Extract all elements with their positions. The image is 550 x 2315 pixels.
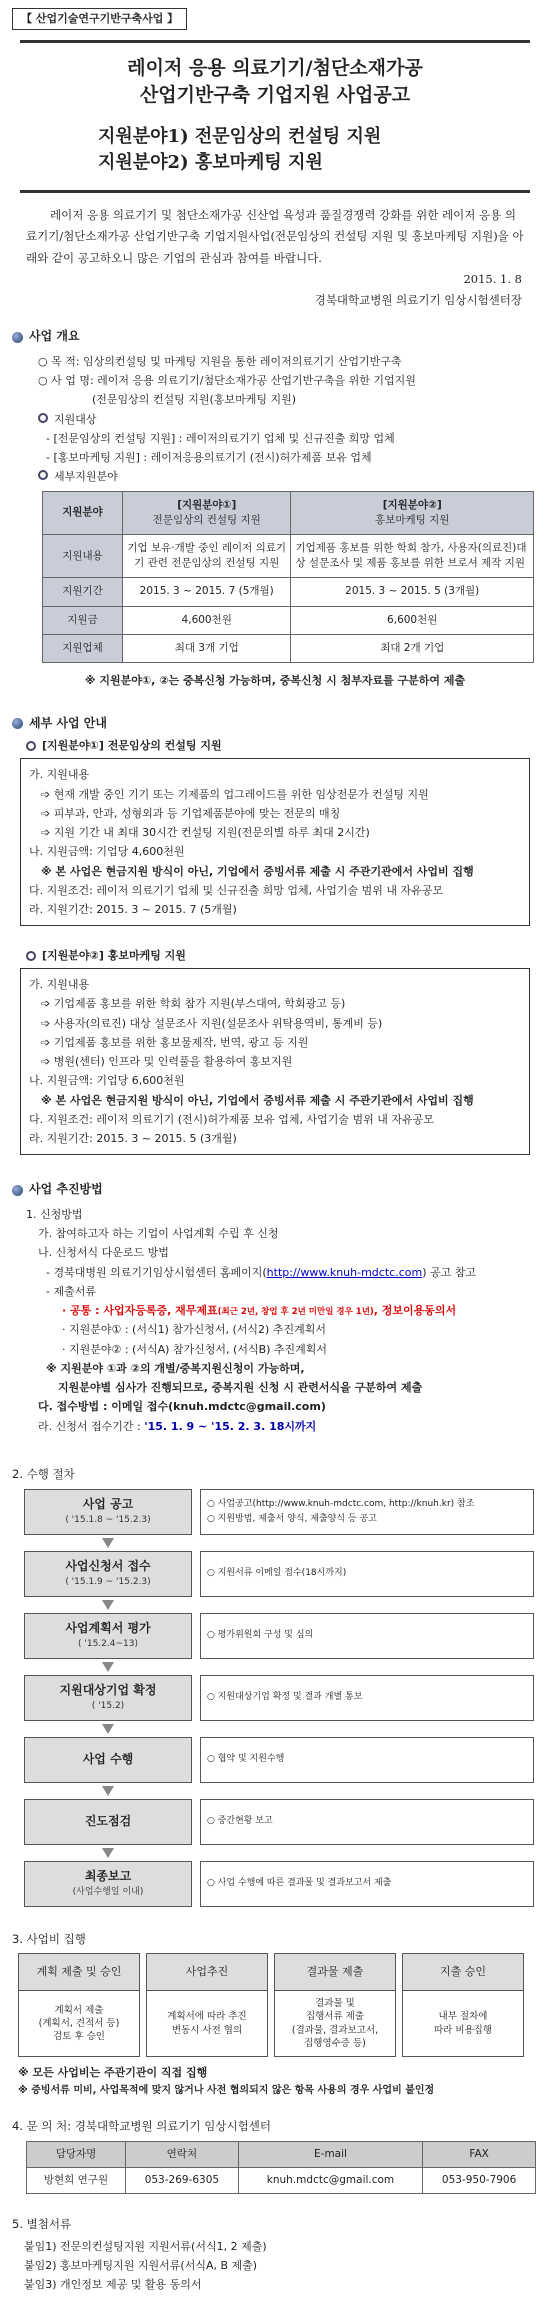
section-method-heading — [12, 1181, 538, 1198]
table-row: 지원금 4,600천원 6,600천원 — [43, 606, 534, 634]
method-line: 라. 신청서 접수기간 : '15. 1. 9 ~ '15. 2. 3. 18시까지 — [38, 1419, 317, 1433]
intro-paragraph: 레이저 응용 의료기기 및 첨단소재가공 신산업 육성과 품질경쟁력 강화를 위한 레이저 응용 의료기기/첨단소재가공 산업기반구축 기업지원사업(전문임상의 컨설팅 지원 및 홍보마케팅 지원)을 아래와 같이 공고하오니 많은 기업의 관심과 참여를 바랍니다. — [26, 208, 524, 265]
method-line: - 경북대병원 의료기기임상시험센터 홈페이지(http://www.knuh-mdctc.com) 공고 참고 — [46, 1265, 476, 1279]
section-overview-heading — [12, 328, 538, 345]
method-line: - 제출서류 — [46, 1284, 96, 1298]
method-line: 1. 신청방법 — [26, 1207, 83, 1221]
method-line: 가. 참여하고자 하는 기업이 사업계획 수립 후 신청 — [38, 1227, 279, 1241]
bullet-icon — [12, 718, 23, 729]
table-header-cell: 지원분야 — [43, 491, 123, 534]
detail-heading: 세부지원분야 — [12, 467, 538, 486]
announcement-header — [20, 40, 530, 193]
attachment-item: 붙임2) 홍보마케팅지원 지원서류(서식A, B 제출) — [24, 2259, 258, 2272]
procedure-flow — [12, 1489, 538, 1907]
title-line-2: 산업기반구축 기업지원 사업공고 — [139, 84, 411, 107]
target-line-1: - [전문임상의 컨설팅 지원] : 레이저의료기기 업체 및 신규진출 희망 업체 — [46, 431, 395, 445]
support-table-header — [43, 491, 534, 534]
bullet-icon — [12, 1185, 23, 1196]
contact-heading: 4. 문 의 처: 경북대학교병원 의료기기 임상시험센터 — [12, 2118, 271, 2133]
ring-bullet-icon — [38, 470, 48, 480]
table-header-cell: [지원분야①] 전문임상의 컨설팅 지원 — [123, 491, 291, 534]
procedure-step: 지원대상기업 확정 ( '15.2) ○ 지원대상기업 확정 및 결과 개별 통보 — [12, 1675, 538, 1721]
method-line: 다. 접수방법 : 이메일 접수(knuh.mdctc@gmail.com) — [38, 1400, 326, 1414]
budget-flow — [18, 1953, 538, 2057]
box-line: ➩ 피부과, 안과, 성형외과 등 기업제품분야에 맞는 전문의 매칭 — [41, 806, 341, 820]
procedure-step: 진도점검 ○ 중간현황 보고 — [12, 1799, 538, 1845]
ring-bullet-icon — [26, 741, 36, 751]
homepage-link[interactable]: http://www.knuh-mdctc.com — [266, 1265, 423, 1279]
box-line: ➩ 사용자(의료진) 대상 설문조사 지원(설문조사 위탁용역비, 통계비 등) — [41, 1016, 383, 1030]
method-line: · 지원분야② : (서식A) 참가신청서, (서식B) 추진계획서 — [62, 1342, 328, 1356]
announcement-date: 2015. 1. 8 — [463, 272, 522, 287]
section-detail-heading — [12, 715, 538, 732]
procedure-step: 사업신청서 접수 ( '15.1.9 ~ '15.2.3) ○ 지원서류 이메일 접수(18시까지) — [12, 1551, 538, 1597]
procedure-step: 최종보고 (사업수행일 이내) ○ 사업 수행에 따른 결과물 및 결과보고서 제출 — [12, 1861, 538, 1907]
ring-bullet-icon — [26, 951, 36, 961]
bullet-icon — [12, 332, 23, 343]
project-name-line: ○ 사 업 명: 레이저 응용 의료기기/첨단소재가공 산업기반구축을 위한 기업지원 — [38, 374, 416, 387]
subtitle-line-1: 지원분야1) 전문임상의 컨설팅 지원 — [98, 126, 382, 148]
field2-box — [20, 968, 530, 1155]
table-row: 담당자명 연락처 E-mail FAX — [27, 2141, 536, 2167]
target-line-2: - [홍보마케팅 지원] : 레이저응용의료기기 (전시)허가제품 보유 업체 — [46, 451, 372, 464]
subtitle-line-2: 지원분야2) 홍보마케팅 지원 — [98, 152, 323, 174]
contact-email[interactable]: knuh.mdctc@gmail.com — [238, 2167, 422, 2193]
box-line: 가. 지원내용 — [29, 768, 90, 782]
box-line: 다. 지원조건: 레이저 의료기기 (전시)허가제품 보유 업체, 사업기술 범위 내 자유공모 — [29, 1112, 434, 1126]
project-name-line-2: (전문임상의 컨설팅 지원(홍보마케팅 지원) — [92, 393, 297, 407]
method-line: 나. 신청서식 다운로드 방법 — [38, 1246, 169, 1260]
field1-box — [20, 758, 530, 926]
budget-step: 지출 승인 내부 절차에 따라 비용집행 — [402, 1953, 524, 2057]
procedure-step: 사업 공고 ( '15.1.8 ~ '15.2.3) ○ 사업공고(http://www.knuh-mdctc.com, http://knuh.kr) 참조 ○ 지원방법, 제출서 양식, 제출양식 등 공고 — [12, 1489, 538, 1535]
budget-note: ※ 증빙서류 미비, 사업목적에 맞지 않거나 사전 협의되지 않은 항목 사용의 경우 사업비 불인정 — [18, 2085, 435, 2097]
box-line: 나. 지원금액: 기업당 6,600천원 — [29, 1074, 185, 1088]
box-line: ➩ 지원 기간 내 최대 30시간 컨설팅 지원(전문의별 하루 최대 2시간) — [41, 826, 370, 840]
box-line: ➩ 현재 개발 중인 기기 또는 기제품의 업그레이드를 위한 임상전문가 컨설팅 지원 — [41, 787, 429, 801]
budget-heading: 3. 사업비 집행 — [12, 1931, 86, 1946]
target-heading: 지원대상 — [12, 410, 538, 429]
duplicate-application-note: ※ 지원분야①, ②는 중복신청 가능하며, 중복신청 시 첨부자료를 구분하여 제출 — [84, 674, 466, 688]
procedure-step: 사업계획서 평가 ( '15.2.4~13) ○ 평가위원회 구성 및 심의 — [12, 1613, 538, 1659]
box-line: 다. 지원조건: 레이저 의료기기 업체 및 신규진출 희망 업체, 사업기술 범위 내 자유공모 — [29, 883, 443, 897]
budget-note: ※ 모든 사업비는 주관기관이 직접 집행 — [18, 2066, 208, 2080]
table-row: 지원기간 2015. 3 ~ 2015. 7 (5개월) 2015. 3 ~ 2015. 5 (3개월) — [43, 578, 534, 606]
ring-bullet-icon — [38, 413, 48, 423]
contact-table — [26, 2141, 536, 2194]
issuing-organization: 경북대학교병원 의료기기 임상시험센터장 — [314, 292, 522, 307]
attachment-item: 붙임3) 개인정보 제공 및 활용 동의서 — [24, 2278, 202, 2292]
box-line: ➩ 기업제품 홍보를 위한 학회 참가 지원(부스대여, 학회광고 등) — [41, 997, 346, 1011]
field1-heading: [지원분야①] 전문임상의 컨설팅 지원 — [26, 738, 538, 754]
title-line-1: 레이저 응용 의료기기/첨단소재가공 — [127, 56, 423, 79]
procedure-step: 사업 수행 ○ 협약 및 지원수행 — [12, 1737, 538, 1783]
table-header-cell: [지원분야②] 홍보마케팅 지원 — [291, 491, 534, 534]
box-line: 라. 지원기간: 2015. 3 ~ 2015. 7 (5개월) — [29, 903, 237, 917]
section-title: 사업 개요 — [29, 329, 80, 344]
table-row: 방현희 연구원 053-269-6305 knuh.mdctc@gmail.com 053-950-7906 — [27, 2167, 536, 2193]
box-line: 라. 지원기간: 2015. 3 ~ 2015. 5 (3개월) — [29, 1132, 237, 1146]
attachment-item: 붙임1) 전문의컨설팅지원 지원서류(서식1, 2 제출) — [24, 2239, 267, 2253]
section-title: 사업 추진방법 — [29, 1182, 103, 1197]
field2-heading: [지원분야②] 홍보마케팅 지원 — [26, 948, 538, 964]
budget-step: 결과물 제출 결과물 및 집행서류 제출 (결과물, 결과보고서, 집행영수증 등) — [274, 1953, 396, 2057]
attachments-heading: 5. 별첨서류 — [12, 2217, 72, 2232]
procedure-heading: 2. 수행 절차 — [12, 1466, 75, 1481]
box-line: 가. 지원내용 — [29, 978, 90, 992]
section-title: 세부 사업 안내 — [29, 715, 107, 730]
support-table — [42, 491, 534, 664]
budget-step: 계획 제출 및 승인 계획서 제출 (계획서, 견적서 등) 검토 후 승인 — [18, 1953, 140, 2057]
purpose-line: ○ 목 적: 임상의컨설팅 및 마케팅 지원을 통한 레이저의료기기 산업기반구축 — [38, 354, 402, 368]
box-line: ➩ 병원(센터) 인프라 및 인력풀을 활용하여 홍보지원 — [41, 1055, 293, 1069]
method-line: · 공통 : 사업자등록증, 재무제표(최근 2년, 창업 후 2년 미만일 경우 1년), 정보이용동의서 — [62, 1304, 457, 1318]
table-row: 지원업체 최대 3개 기업 최대 2개 기업 — [43, 634, 534, 662]
box-line: ※ 본 사업은 현금지원 방식이 아닌, 기업에서 증빙서류 제출 시 주관기관에서 사업비 집행 — [41, 1093, 474, 1107]
table-row: 지원내용 기업 보유·개발 중인 레이저 의료기기 관련 전문임상의 컨설팅 지원 기업제품 홍보를 위한 학회 참가, 사용자(의료진)대상 설문조사 및 제품 홍보를 위한 브로셔 제작 지원 — [43, 534, 534, 577]
method-line: ※ 지원분야 ①과 ②의 개별/중복지원신청이 가능하며, — [46, 1361, 305, 1375]
box-line: 나. 지원금액: 기업당 4,600천원 — [29, 845, 185, 859]
method-line: 지원분야별 심사가 진행되므로, 중복지원 신청 시 관련서식을 구분하여 제출 — [58, 1381, 423, 1395]
box-line: ※ 본 사업은 현금지원 방식이 아닌, 기업에서 증빙서류 제출 시 주관기관에서 사업비 집행 — [41, 864, 474, 878]
method-line: · 지원분야① : (서식1) 참가신청서, (서식2) 추진계획서 — [62, 1323, 326, 1337]
box-line: ➩ 기업제품 홍보를 위한 홍보물제작, 번역, 광고 등 지원 — [41, 1035, 309, 1049]
program-tag: 【 산업기술연구기반구축사업 】 — [12, 8, 187, 30]
budget-step: 사업추진 계획서에 따라 추진 변동시 사전 협의 — [146, 1953, 268, 2057]
